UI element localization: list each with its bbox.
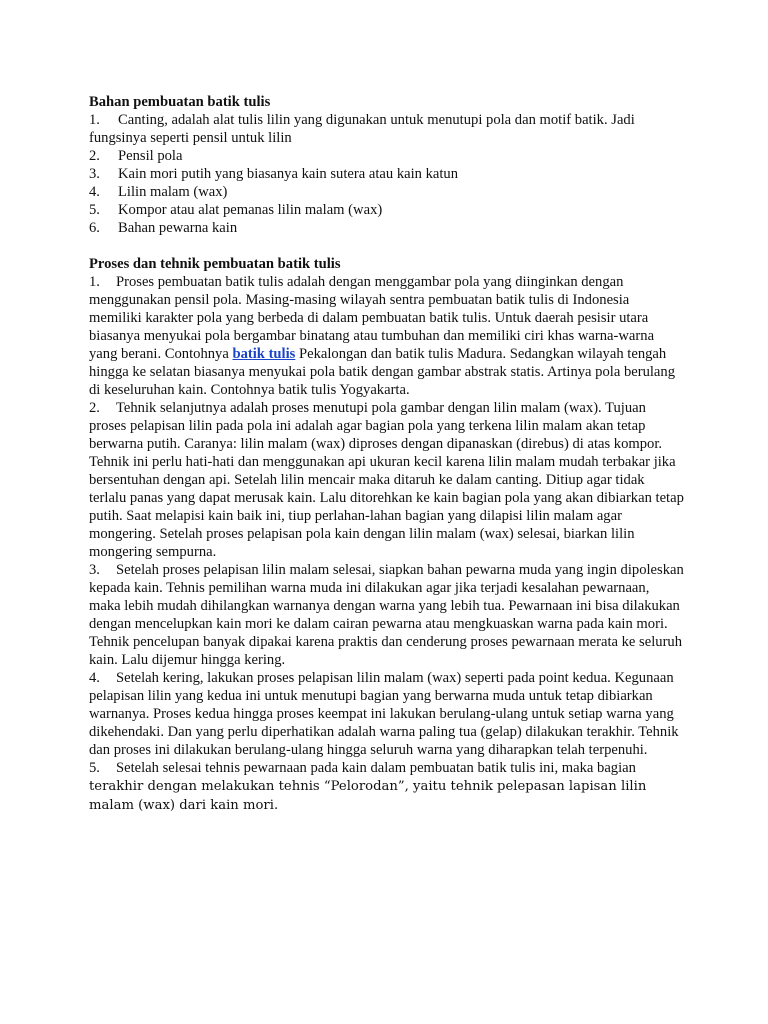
section-spacer [89,237,684,255]
section-title-materials: Bahan pembuatan batik tulis [89,94,271,110]
list-item [89,165,684,183]
step-text: Tehnik selanjutnya adalah proses menutupi pola gambar dengan lilin malam (wax). Tujuan proses pelapisan lilin pada pola ini adalah agar bagian pola yang terkena lilin malam akan tetap berwarna putih. Caranya: lilin malam (wax) diproses dengan dipanaskan (direbus) di atas kompor. Tehnik ini perlu hati-hati dan menggunakan api ukuran kecil karena lilin malam mudah terbakar jika bersentuhan dengan api. Setelah lilin mencair maka ditaruh ke dalam canting. Ditiup agar tidak terlalu panas yang dapat merusak kain. Lalu ditorehkan ke kain bagian pola yang akan dibiarkan tetap putih. Saat melapisi kain baik ini, tiup perlahan-lahan bagian yang dilapisi lilin malam agar mongering. Setelah proses pelapisan pola kain dengan lilin malam (wax) selesai, biarkan lilin mongering sempurna. [89,400,684,560]
list-number: 1. [89,112,100,128]
step-number: 5. [89,760,100,776]
process-step-2 [89,399,684,561]
process-step-4 [89,669,684,759]
list-text: Kain mori putih yang biasanya kain sutera atau kain katun [118,166,459,182]
list-item [89,111,684,147]
step-number: 3. [89,562,100,578]
batik-tulis-link[interactable]: batik tulis [232,346,296,362]
list-text: Kompor atau alat pemanas lilin malam (wax) [118,202,383,218]
step-number: 2. [89,400,100,416]
list-number: 4. [89,184,100,200]
list-item [89,201,684,219]
step-text: Pekalongan dan batik tulis Madura. Sedangkan wilayah tengah hingga ke selatan biasanya menyukai pola batik dengan gambar abstrak statis. Artinya pola berulang di keseluruhan kain. Contohnya batik tulis Yogyakarta. [89,346,676,398]
list-number: 2. [89,148,100,164]
step-text-tail: terakhir dengan melakukan tehnis “Pelorodan”, yaitu tehnik pelepasan lapisan lilin malam (wax) dari kain mori. [89,779,647,813]
list-number: 3. [89,166,100,182]
list-item [89,147,684,165]
list-number: 5. [89,202,100,218]
list-item [89,219,684,237]
section-title-process: Proses dan tehnik pembuatan batik tulis [89,256,341,272]
materials-list [89,111,684,237]
step-text: Proses pembuatan batik tulis adalah dengan menggambar pola yang diinginkan dengan menggunakan pensil pola. Masing-masing wilayah sentra pembuatan batik tulis di Indonesia memiliki karakter pola yang berbeda di dalam pembuatan batik tulis. Untuk daerah pesisir utara biasanya menyukai pola bergambar binatang atau tumbuhan dan memiliki ciri khas warna-warna yang berani. Contohnya [89,274,655,362]
process-step-3 [89,561,684,669]
list-item [89,183,684,201]
step-text: Setelah kering, lakukan proses pelapisan lilin malam (wax) seperti pada point kedua. Kegunaan pelapisan lilin yang kedua ini untuk menutupi bagian yang berwarna muda untuk tetap dibiarkan warnanya. Proses kedua hingga proses keempat ini lakukan berulang-ulang untuk setiap warna yang dikehendaki. Dan yang perlu diperhatikan adalah warna paling tua (gelap) dilakukan terakhir. Tehnik dan proses ini dilakukan berulang-ulang hingga seluruh warna yang diharapkan telah terpenuhi. [89,670,679,758]
list-text: Lilin malam (wax) [118,184,228,200]
list-number: 6. [89,220,100,236]
process-step-1 [89,273,684,399]
list-text: Pensil pola [118,148,183,164]
step-number: 1. [89,274,100,290]
list-text: Bahan pewarna kain [118,220,238,236]
list-text: Canting, adalah alat tulis lilin yang digunakan untuk menutupi pola dan motif batik. Jadi fungsinya seperti pensil untuk lilin [89,112,635,146]
document-page [89,93,684,815]
step-text: Setelah selesai tehnis pewarnaan pada kain dalam pembuatan batik tulis ini, maka bagian [116,760,636,776]
step-number: 4. [89,670,100,686]
process-step-5 [89,759,684,815]
step-text: Setelah proses pelapisan lilin malam selesai, siapkan bahan pewarna muda yang ingin dipoleskan kepada kain. Tehnis pemilihan warna muda ini dilakukan agar jika terjadi kesalahan pewarnaan, maka lebih mudah dihilangkan warnanya dengan warna yang lebih tua. Pewarnaan ini bisa dilakukan dengan mencelupkan kain mori ke dalam cairan pewarna atau mengkuaskan warna pada kain mori. Tehnik pencelupan banyak dipakai karena praktis dan cenderung proses pewarnaan merata ke seluruh kain. Lalu dijemur hingga kering. [89,562,684,668]
